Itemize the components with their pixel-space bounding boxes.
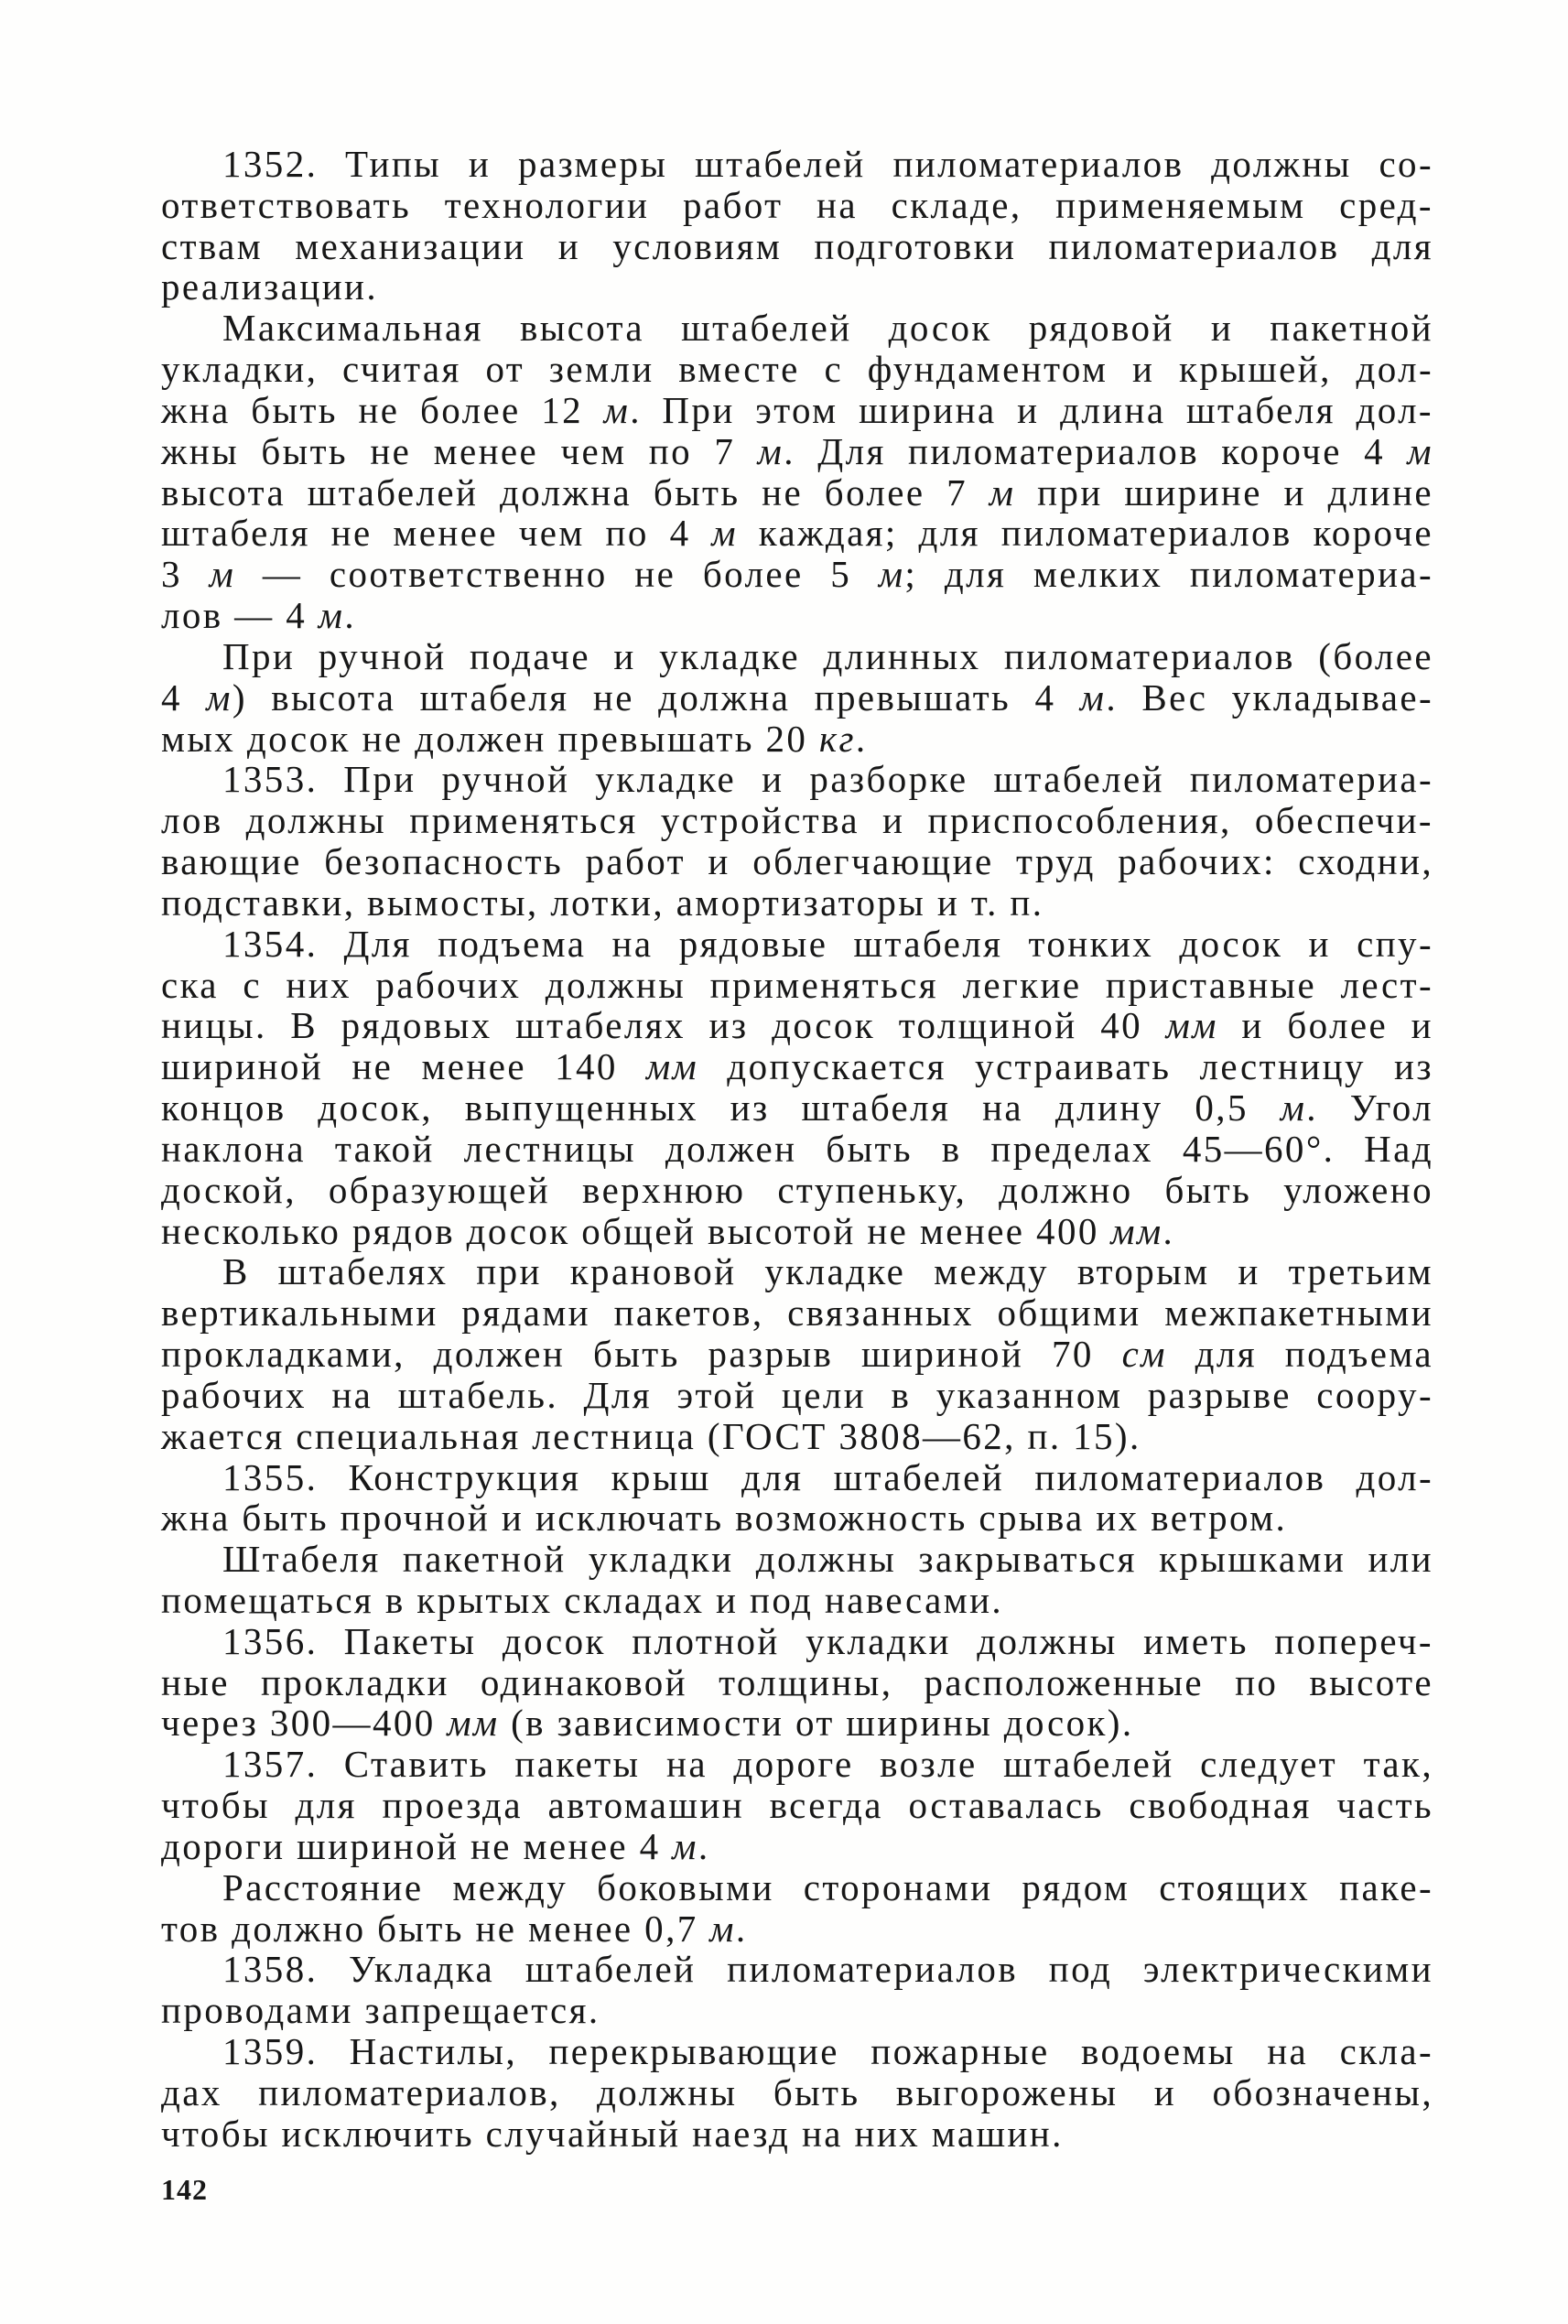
text-line [161,1908,1433,1950]
text-run: лов — 4 [161,594,319,637]
text-run: через 300—400 [161,1702,448,1745]
text-line [161,1211,1433,1252]
text-line [161,1129,1433,1170]
text-run: и более и [1217,1004,1434,1047]
paragraph [161,759,1433,923]
unit-italic-run: м [1407,429,1433,472]
text-line [161,431,1433,472]
text-run: . При этом ширина и длина штабеля дол- [630,388,1433,431]
text-line [161,554,1433,595]
text-run: ницы. В рядовых штабелях из досок толщиной 40 [161,1004,1166,1047]
text-run: Максимальная высота штабелей досок рядовой и пакетной [222,307,1433,350]
unit-italic-run: м [711,512,738,555]
text-run: при ширине и длине [1015,470,1434,513]
text-line [161,144,1433,185]
text-line [161,924,1433,965]
unit-italic-run: м [709,1907,736,1950]
text-line [161,719,1433,760]
text-run: 1359. Настилы, перекрывающие пожарные водоемы на скла- [222,2030,1433,2073]
text-run: несколько рядов досок общей высотой не менее 400 [161,1209,1111,1252]
text-run: . [344,594,357,637]
text-line [161,1251,1433,1292]
text-run: ; для мелких пиломатериа- [904,553,1433,596]
text-run: мых досок не должен превышать 20 [161,717,819,760]
text-line [161,1702,1433,1744]
paragraph [161,1457,1433,1540]
page-text [161,144,1433,2155]
unit-italic-run: м [206,676,232,719]
text-run: укладки, считая от земли вместе с фундаментом и крышей, дол- [161,348,1433,391]
text-run: прокладками, должен быть разрыв шириной 70 [161,1333,1122,1376]
text-run: Расстояние между боковыми сторонами рядом стоящих паке- [222,1865,1433,1908]
text-run: . [735,1907,748,1950]
text-line [161,472,1433,513]
text-line [161,1292,1433,1334]
text-line [161,2031,1433,2072]
text-run: рабочих на штабель. Для этой цели в указанном разрыве соору- [161,1373,1433,1416]
text-line [161,1046,1433,1087]
text-line [161,1497,1433,1539]
text-line [161,1621,1433,1662]
text-run: При ручной подаче и укладке длинных пиломатериалов (более [222,634,1433,677]
text-run: проводами запрещается. [161,1989,600,2032]
unit-italic-run: м [603,388,631,431]
text-run: вающие безопасность работ и облегчающие труд рабочих: сходни, [161,840,1433,883]
paragraph [161,1539,1433,1621]
text-run: 1358. Укладка штабелей пиломатериалов под электрическими [222,1948,1433,1991]
text-line [161,1949,1433,1990]
text-line [161,2072,1433,2113]
unit-italic-run: мм [645,1045,699,1088]
text-run: доской, образующей верхнюю ступеньку, должно быть уложено [161,1168,1433,1211]
paragraph [161,308,1433,636]
text-line [161,1334,1433,1375]
paragraph [161,1744,1433,1866]
text-run: 1355. Конструкция крыш для штабелей пиломатериалов дол- [222,1455,1433,1498]
text-run: . Для пиломатериалов короче 4 [784,429,1408,472]
text-run: вертикальными рядами пакетов, связанных общими межпакетными [161,1292,1433,1335]
text-line [161,1087,1433,1129]
text-line [161,1539,1433,1580]
paragraph [161,1867,1433,1950]
text-run: тов должно быть не менее 0,7 [161,1907,710,1950]
text-line [161,965,1433,1006]
unit-italic-run: мм [1165,1004,1218,1047]
text-run: 1354. Для подъема на рядовые штабеля тонких досок и спу- [222,922,1433,965]
unit-italic-run: м [318,594,345,637]
unit-italic-run: м [1280,1086,1307,1130]
text-line [161,226,1433,267]
text-line [161,1826,1433,1867]
text-run: для подъема [1166,1333,1433,1376]
text-line [161,841,1433,882]
text-run: 3 [161,553,210,596]
text-run: жается специальная лестница (ГОСТ 3808—62, п. 15). [161,1414,1141,1457]
unit-italic-run: м [209,553,236,596]
text-line [161,1170,1433,1211]
text-line [161,390,1433,431]
unit-italic-run: см [1121,1333,1167,1376]
text-run: лов должны применяться устройства и приспособления, обеспечи- [161,799,1433,842]
unit-italic-run: м [757,429,784,472]
text-run: помещаться в крытых складах и под навесами. [161,1578,1004,1621]
text-run: . Угол [1306,1086,1433,1130]
text-run: В штабелях при крановой укладке между вторым и третьим [222,1250,1433,1293]
unit-italic-run: кг [818,717,856,760]
text-run: 4 [161,676,207,719]
text-line [161,1867,1433,1908]
unit-italic-run: м [989,470,1016,513]
text-run: концов досок, выпущенных из штабеля на длину 0,5 [161,1086,1281,1130]
text-line [161,185,1433,226]
text-run: дороги шириной не менее 4 [161,1824,673,1867]
text-line [161,1580,1433,1621]
text-run: 1352. Типы и размеры штабелей пиломатериалов должны со- [222,143,1433,185]
paragraph [161,1949,1433,2031]
text-run: шириной не менее 140 [161,1045,646,1088]
text-line [161,2113,1433,2155]
text-line [161,1785,1433,1826]
text-run: наклона такой лестницы должен быть в пределах 45—60°. Над [161,1127,1433,1170]
text-run: чтобы для проезда автомашин всегда оставалась свободная часть [161,1784,1433,1827]
text-run: жны быть не менее чем по 7 [161,429,758,472]
text-line [161,1457,1433,1498]
text-line [161,1662,1433,1703]
text-run: 1356. Пакеты досок плотной укладки должны иметь попереч- [222,1619,1433,1662]
text-run: жна быть прочной и исключать возможность срыва их ветром. [161,1497,1288,1540]
text-line [161,759,1433,800]
unit-italic-run: мм [1110,1209,1163,1252]
unit-italic-run: мм [447,1702,500,1745]
text-line [161,513,1433,554]
text-line [161,595,1433,636]
text-run: . [697,1824,710,1867]
text-run: Штабеля пакетной укладки должны закрываться крышками или [222,1538,1433,1581]
text-line [161,636,1433,677]
text-run: реализации. [161,265,379,308]
text-line [161,882,1433,924]
text-run: ные прокладки одинаковой толщины, расположенные по высоте [161,1660,1433,1703]
text-run: ска с них рабочих должны применяться легкие приставные лест- [161,963,1433,1006]
paragraph [161,636,1433,759]
unit-italic-run: м [1079,676,1107,719]
text-run: допускается устраивать лестницу из [698,1045,1433,1088]
text-run: . [1162,1209,1175,1252]
text-run: ответствовать технологии работ на складе, применяемым сред- [161,183,1433,226]
text-line [161,1744,1433,1785]
text-run: . [855,717,868,760]
text-run: штабеля не менее чем по 4 [161,512,712,555]
text-line [161,308,1433,349]
paragraph [161,1251,1433,1456]
text-run: . Вес укладывае- [1106,676,1434,719]
paragraph [161,924,1433,1252]
text-run: высота штабелей должна быть не более 7 [161,470,989,513]
text-line [161,1005,1433,1046]
page-number: 142 [161,2173,208,2206]
paragraph [161,2031,1433,2154]
text-line [161,1416,1433,1457]
text-run: — соответственно не более 5 [235,553,879,596]
text-run: ) высота штабеля не должна превышать 4 [232,676,1080,719]
unit-italic-run: м [672,1824,698,1867]
text-line [161,800,1433,841]
paragraph [161,144,1433,308]
text-line [161,1375,1433,1416]
text-line [161,677,1433,719]
text-run: чтобы исключить случайный наезд на них машин. [161,2112,1064,2155]
text-run: 1357. Ставить пакеты на дороге возле штабелей следует так, [222,1743,1433,1786]
text-run: подставки, вымосты, лотки, амортизаторы и т. п. [161,881,1044,924]
unit-italic-run: м [878,553,905,596]
text-line [161,1990,1433,2031]
text-run: каждая; для пиломатериалов короче [737,512,1433,555]
text-run: (в зависимости от ширины досок). [499,1702,1134,1745]
text-line [161,349,1433,390]
text-run: дах пиломатериалов, должны быть выгорожены и обозначены, [161,2070,1433,2113]
text-run: ствам механизации и условиям подготовки пиломатериалов для [161,224,1433,267]
text-line [161,266,1433,308]
text-run: жна быть не более 12 [161,388,604,431]
paragraph [161,1621,1433,1744]
text-run: 1353. При ручной укладке и разборке штабелей пиломатериа- [222,758,1433,801]
